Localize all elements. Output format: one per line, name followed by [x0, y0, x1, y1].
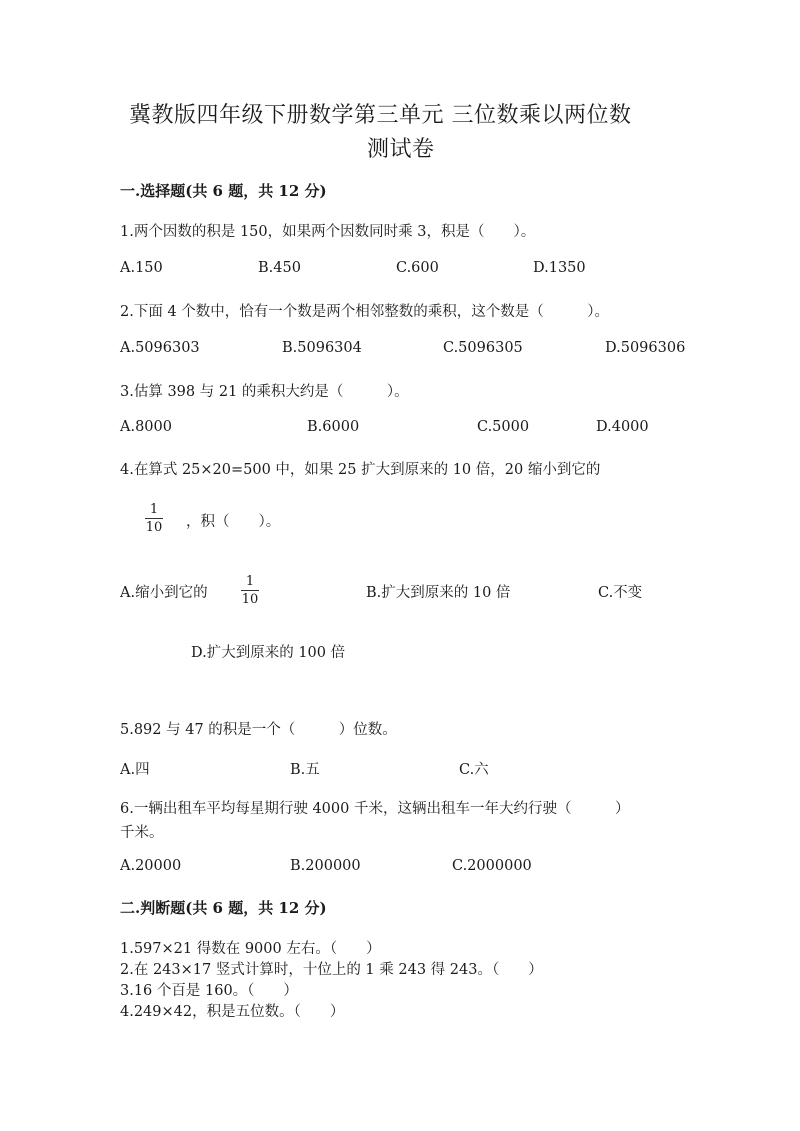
question-3: 3.估算 398 与 21 的乘积大约是（ ）。 — [120, 384, 409, 400]
question-6: 6.一辆出租车平均每星期行驶 4000 千米，这辆出租车一年大约行驶（ ） — [120, 801, 630, 817]
q5-option-b: B.五 — [290, 762, 320, 778]
q3-option-c: C.5000 — [477, 419, 530, 435]
q5-option-c: C.六 — [459, 762, 489, 778]
q6-option-c: C.2000000 — [452, 858, 532, 874]
question-5: 5.892 与 47 的积是一个（ ）位数。 — [120, 722, 397, 738]
q2-option-a: A.5096303 — [120, 340, 200, 356]
q6-option-a: A.20000 — [120, 858, 182, 874]
question-1: 1.两个因数的积是 150，如果两个因数同时乘 3，积是（ ）。 — [120, 224, 536, 240]
fraction-numerator: 1 — [149, 502, 159, 517]
q3-option-d: D.4000 — [596, 419, 649, 435]
q1-option-a: A.150 — [120, 260, 163, 276]
page-title-line2: 测试卷 — [367, 137, 435, 162]
q6-option-b: B.200000 — [290, 858, 361, 874]
q4-option-a: A.缩小到它的 — [120, 585, 208, 601]
section-heading-choice: 一.选择题(共 6 题，共 12 分) — [120, 182, 327, 200]
q4-option-b: B.扩大到原来的 10 倍 — [366, 585, 511, 601]
question-6-continued: 千米。 — [120, 825, 164, 841]
q1-option-c: C.600 — [396, 260, 439, 276]
fraction-bar — [145, 518, 163, 519]
q3-option-b: B.6000 — [307, 419, 360, 435]
judgement-item-3: 3.16 个百是 160。（ ） — [120, 983, 298, 999]
question-4-continued: ，积（ ）。 — [186, 514, 281, 530]
fraction-denominator: 10 — [145, 520, 163, 535]
fraction-numerator: 1 — [245, 574, 255, 589]
q2-option-b: B.5096304 — [282, 340, 362, 356]
q3-option-a: A.8000 — [120, 419, 172, 435]
fraction-bar — [241, 590, 259, 591]
judgement-item-1: 1.597×21 得数在 9000 左右。（ ） — [120, 941, 381, 957]
question-4: 4.在算式 25×20=500 中，如果 25 扩大到原来的 10 倍，20 缩小到它的 — [120, 462, 601, 478]
q4-fraction — [145, 502, 163, 535]
page-title-line1: 冀教版四年级下册数学第三单元 三位数乘以两位数 — [129, 103, 632, 128]
q4-option-d: D.扩大到原来的 100 倍 — [191, 645, 346, 661]
fraction-denominator: 10 — [241, 592, 259, 607]
section-heading-judgement: 二.判断题(共 6 题，共 12 分) — [120, 899, 327, 917]
q2-option-c: C.5096305 — [443, 340, 523, 356]
q2-option-d: D.5096306 — [605, 340, 686, 356]
question-2: 2.下面 4 个数中，恰有一个数是两个相邻整数的乘积，这个数是（ ）。 — [120, 304, 610, 320]
q4-option-a-fraction — [241, 574, 259, 607]
q4-option-c: C.不变 — [598, 585, 643, 601]
judgement-item-4: 4.249×42，积是五位数。（ ） — [120, 1004, 345, 1020]
judgement-item-2: 2.在 243×17 竖式计算时，十位上的 1 乘 243 得 243。（ ） — [120, 962, 543, 978]
q5-option-a: A.四 — [120, 762, 150, 778]
q1-option-b: B.450 — [258, 260, 301, 276]
q1-option-d: D.1350 — [533, 260, 586, 276]
